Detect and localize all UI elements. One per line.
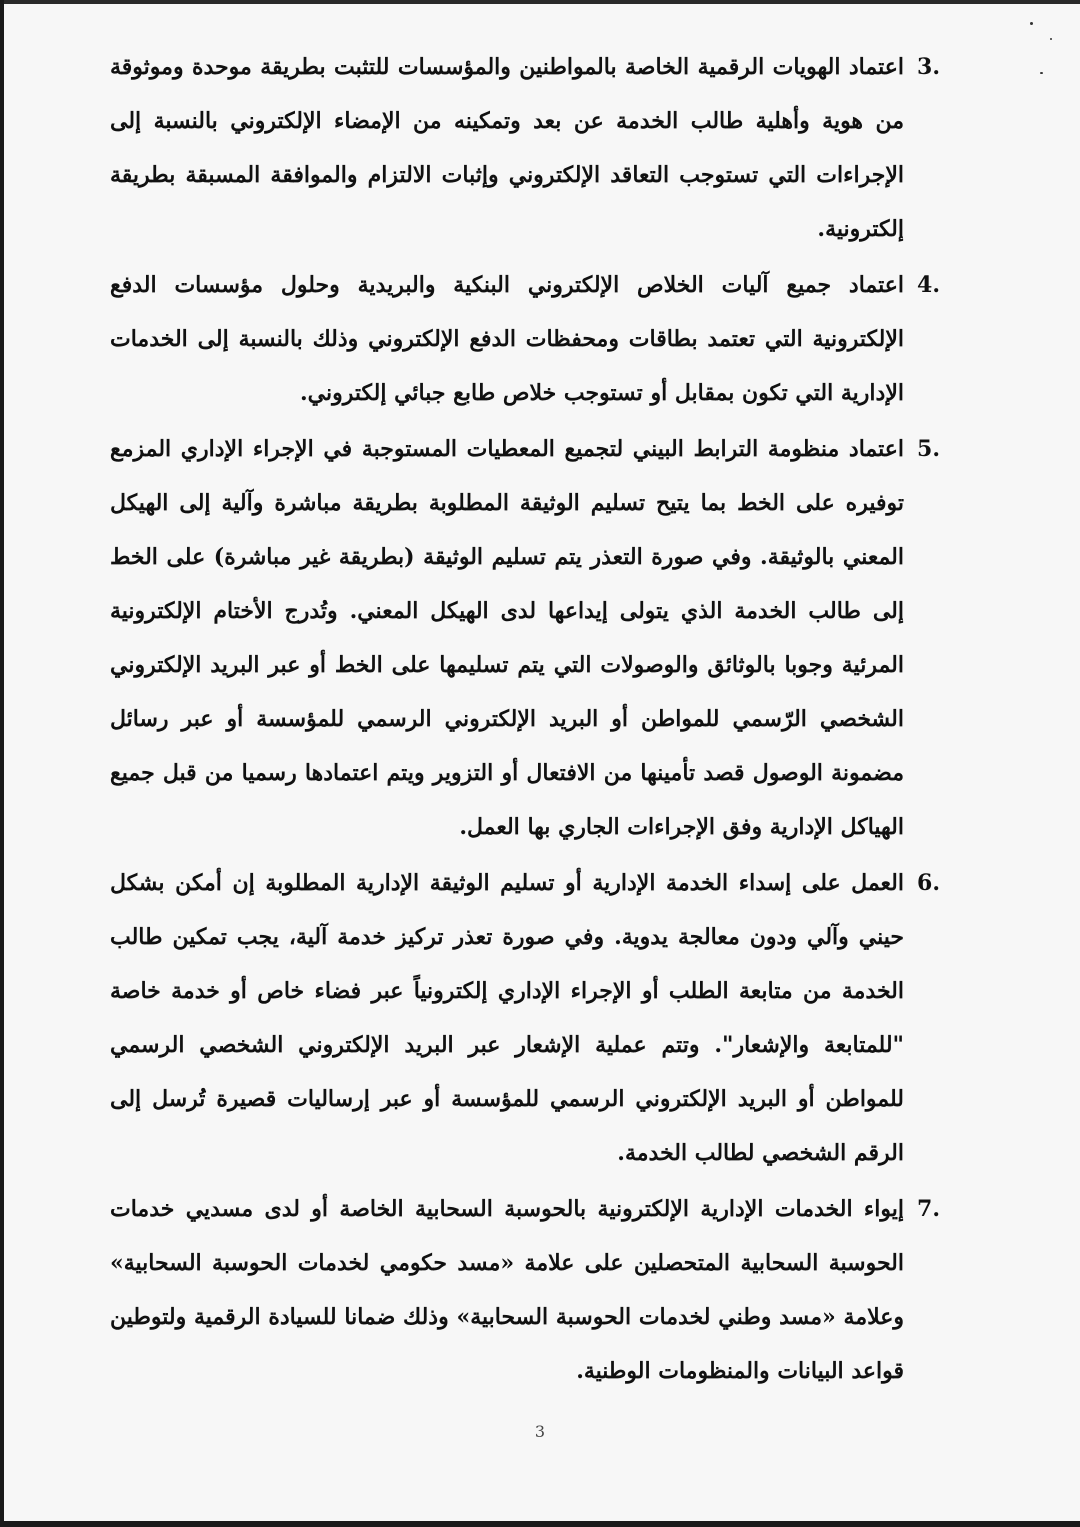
list-item-text: اعتماد منظومة الترابط البيني لتجميع المعطيات المستوجبة في الإجراء الإداري المزمع توفيره على الخط بما يتيح تسليم الوثيقة المطلوبة بطريقة مباشرة وآلية إلى الهيكل المعني بالوثيقة. وفي صورة التعذر يتم تسليم الوثيقة (بطريقة غير مباشرة) على الخط إلى طالب الخدمة الذي يتولى إيداعها لدى الهيكل المعني. وتُدرج الأختام الإلكترونية المرئية وجوبا بالوثائق والوصولات التي يتم تسليمها على الخط أو عبر البريد الإلكتروني الشخصي الرّسمي للمواطن أو البريد الإلكتروني الرسمي للمؤسسة أو عبر رسائل مضمونة الوصول قصد تأمينها من الافتعال أو التزوير ويتم اعتمادها رسميا من قبل جميع الهياكل الإدارية وفق الإجراءات الجاري بها العمل. <box>110 436 904 840</box>
list-item-text: اعتماد جميع آليات الخلاص الإلكتروني البنكية والبريدية وحلول مؤسسات الدفع الإلكترونية التي تعتمد بطاقات ومحفظات الدفع الإلكتروني وذلك بالنسبة إلى الخدمات الإدارية التي تكون بمقابل أو تستوجب خلاص طابع جبائي إلكتروني. <box>110 272 904 406</box>
scan-edge-left <box>0 0 4 1527</box>
list-item <box>110 1182 940 1398</box>
list-item-number: 7. <box>917 1196 940 1222</box>
list-item <box>110 40 940 256</box>
document-body <box>110 40 940 1400</box>
page-number: 3 <box>534 1422 546 1441</box>
list-item <box>110 422 940 854</box>
scan-speck <box>1050 38 1052 40</box>
scan-speck <box>1030 22 1033 25</box>
list-item-number: 6. <box>917 870 940 896</box>
list-item <box>110 856 940 1180</box>
scan-edge-bottom <box>0 1521 1080 1527</box>
list-item-text: العمل على إسداء الخدمة الإدارية أو تسليم الوثيقة الإدارية المطلوبة إن أمكن بشكل حيني وآلي ودون معالجة يدوية. وفي صورة تعذر تركيز خدمة آلية، يجب تمكين طالب الخدمة من متابعة الطلب أو الإجراء الإداري إلكترونياً عبر فضاء خاص أو خدمة خاصة "للمتابعة والإشعار". وتتم عملية الإشعار عبر البريد الإلكتروني الشخصي الرسمي للمواطن أو البريد الإلكتروني الرسمي للمؤسسة أو عبر إرساليات قصيرة تُرسل إلى الرقم الشخصي لطالب الخدمة. <box>110 870 904 1166</box>
scan-speck <box>1040 72 1043 74</box>
list-item-number: 4. <box>917 272 940 298</box>
list-item-text: اعتماد الهويات الرقمية الخاصة بالمواطنين والمؤسسات للتثبت بطريقة موحدة وموثوقة من هوية وأهلية طالب الخدمة عن بعد وتمكينه من الإمضاء الإلكتروني بالنسبة إلى الإجراءات التي تستوجب التعاقد الإلكتروني وإثبات الالتزام والموافقة المسبقة بطريقة إلكترونية. <box>110 54 904 242</box>
list-item <box>110 258 940 420</box>
list-item-number: 3. <box>917 54 940 80</box>
list-item-text: إيواء الخدمات الإدارية الإلكترونية بالحوسبة السحابية الخاصة أو لدى مسديي خدمات الحوسبة السحابية المتحصلين على علامة «مسد حكومي لخدمات الحوسبة السحابية» وعلامة «مسد وطني لخدمات الحوسبة السحابية» وذلك ضمانا للسيادة الرقمية ولتوطين قواعد البيانات والمنظومات الوطنية. <box>110 1196 904 1384</box>
list-item-number: 5. <box>917 436 940 462</box>
scan-edge-top <box>0 0 1080 4</box>
